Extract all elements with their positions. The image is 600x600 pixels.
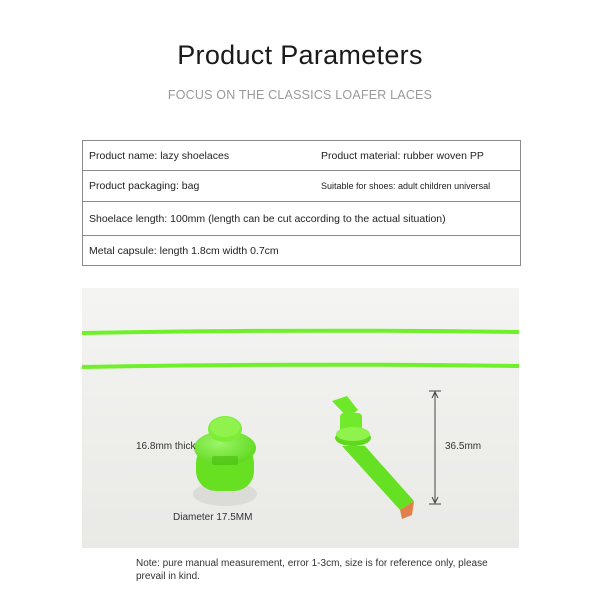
photo-background — [82, 288, 519, 548]
product-illustration — [82, 288, 519, 548]
product-material-cell: Product material: rubber woven PP — [321, 149, 484, 162]
measurement-note: Note: pure manual measurement, error 1-3cm, size is for reference only, please prevail in kind. — [136, 558, 488, 582]
page-subtitle: FOCUS ON THE CLASSICS LOAFER LACES — [167, 88, 433, 102]
diameter-label: Diameter 17.5MM — [173, 512, 253, 523]
length-cell: Shoelace length: 100mm (length can be cut according to the actual situation) — [89, 212, 446, 225]
shoelace-1 — [82, 331, 519, 333]
product-photo — [82, 288, 519, 548]
page-title: Product Parameters — [177, 40, 423, 70]
table-row — [83, 236, 520, 265]
table-row — [83, 171, 520, 202]
product-name-cell: Product name: lazy shoelaces — [89, 149, 230, 162]
length-label: 36.5mm — [445, 441, 482, 452]
table-row — [83, 141, 520, 171]
table-row — [83, 202, 520, 236]
packaging-cell: Product packaging: bag — [89, 180, 200, 192]
capsule-cell: Metal capsule: length 1.8cm width 0.7cm — [89, 244, 279, 257]
shoelace-2 — [82, 365, 519, 367]
suitable-cell: Suitable for shoes: adult children universal — [321, 181, 491, 191]
thickness-label: 16.8mm thick — [136, 441, 196, 452]
parameters-table — [82, 140, 521, 266]
